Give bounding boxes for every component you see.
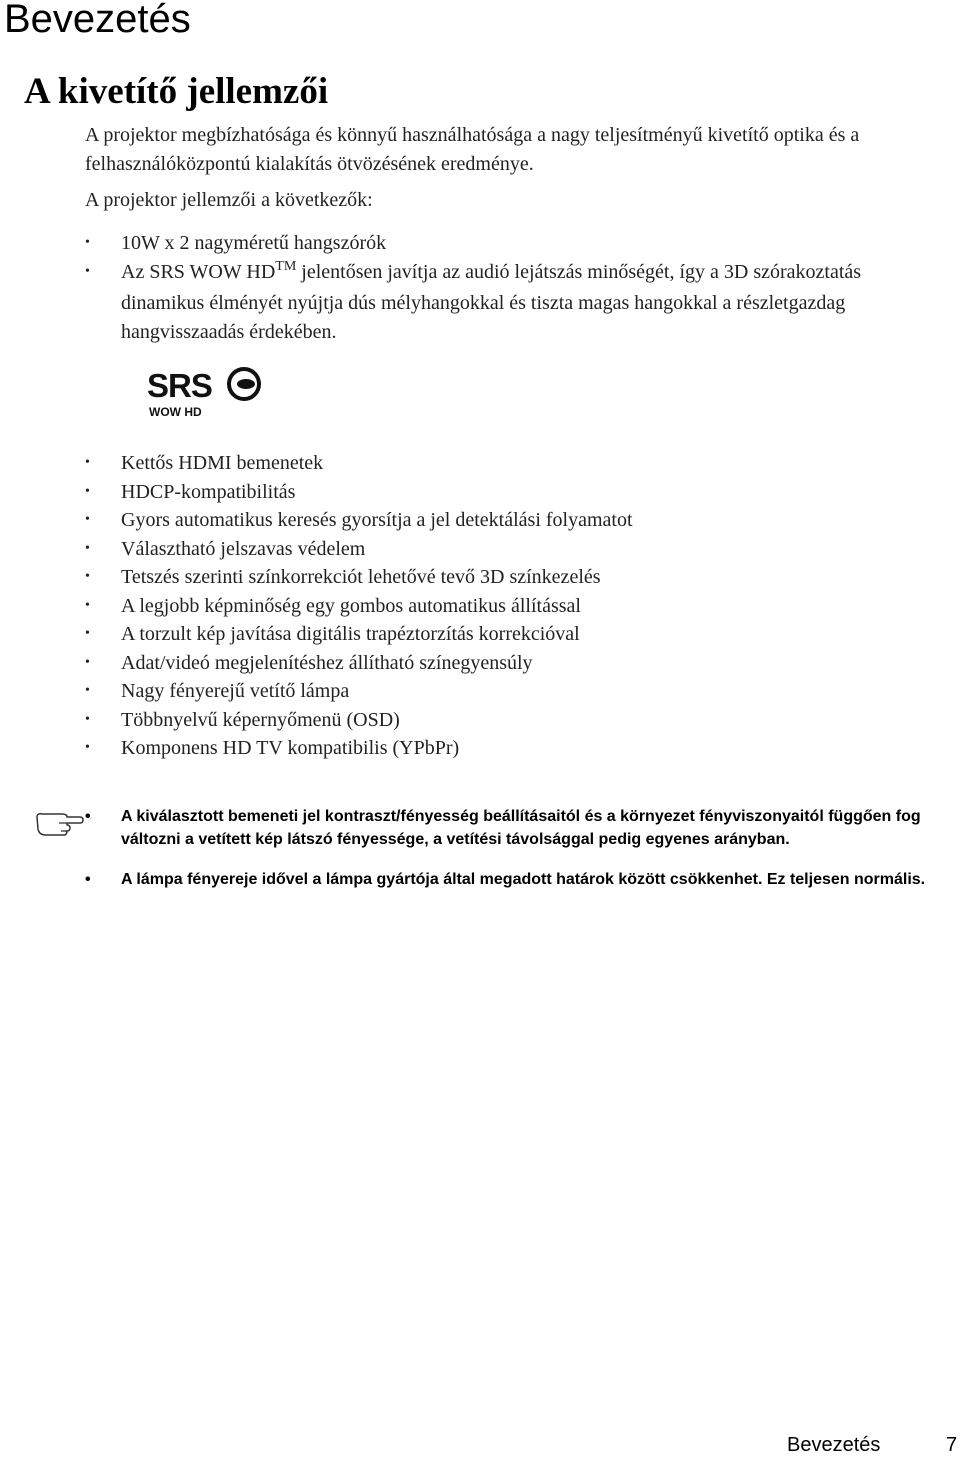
bullet: • (85, 597, 90, 613)
srs-text-after: jelentősen javítja az audió lejátszás minőségét, így a 3D szórakoztatás dinamikus élményét nyújtja dús mélyhangokkal és tiszta magas hangokkal a részletgazdag hangvisszaadás érdekében. (121, 260, 862, 343)
srs-wow-hd-logo (145, 366, 269, 422)
bullet: • (85, 540, 90, 556)
feature-text: Választható jelszavas védelem (121, 537, 366, 560)
bullet: • (85, 455, 90, 470)
srs-logo-icon (145, 366, 269, 422)
bullet: • (85, 740, 90, 755)
trademark-sup: TM (275, 258, 297, 274)
feature-text: HDCP-kompatibilitás (121, 480, 296, 503)
list-item (85, 506, 945, 535)
list-item (85, 706, 945, 735)
bullet: • (85, 626, 90, 641)
page-number: 7 (946, 1434, 958, 1456)
bullet: • (85, 235, 90, 250)
bullet: • (85, 711, 90, 727)
bullet: • (85, 512, 90, 527)
feature-text: 10W x 2 nagyméretű hangszórók (121, 232, 387, 254)
footer-section-label: Bevezetés (787, 1434, 881, 1456)
list-item (85, 649, 945, 678)
list-item (85, 677, 945, 706)
list-item (85, 229, 945, 258)
wow-hd-text: WOW HD (149, 405, 202, 419)
note-item (85, 806, 930, 851)
feature-text: Komponens HD TV kompatibilis (YPbPr) (121, 737, 460, 759)
note-text: A kiválasztott bemeneti jel kontraszt/fényesség beállításaitól és a környezet fényviszonyaitól függően fog változni a vetített kép látszó fényessége, a vetítési távolsággal pedig egyenes arányban. (121, 808, 921, 848)
feature-text: A legjobb képminőség egy gombos automatikus állítással (121, 594, 581, 617)
bullet: • (85, 569, 90, 584)
list-item (85, 592, 945, 621)
bullet: • (85, 683, 90, 698)
list-item (85, 620, 945, 649)
chapter-title: Bevezetés (4, 0, 191, 41)
pointing-hand-icon (34, 807, 84, 837)
bullet: • (85, 263, 90, 279)
intro-paragraph: A projektor megbízhatósága és könnyű használhatósága a nagy teljesítményű kivetítő optika és a felhasználóközpontú kialakítás ötvözésének eredménye. (85, 124, 860, 175)
feature-text: A torzult kép javítása digitális trapéztorzítás korrekcióval (121, 623, 580, 645)
note-item (85, 869, 930, 892)
feature-text: Tetszés szerinti színkorrekciót lehetővé tevő 3D színkezelés (121, 566, 601, 588)
note-text: A lámpa fényereje idővel a lámpa gyártója által megadott határok között csökkenhet. Ez teljesen normális. (121, 871, 926, 888)
bullet: • (85, 871, 91, 888)
section-title: A kivetítő jellemzői (24, 71, 329, 112)
features-list-bottom (85, 449, 945, 763)
feature-text: Nagy fényerejű vetítő lámpa (121, 680, 350, 702)
notes-list (85, 806, 930, 892)
list-item (85, 449, 945, 478)
bullet: • (85, 483, 90, 499)
feature-text: Gyors automatikus keresés gyorsítja a jel detektálási folyamatot (121, 509, 633, 531)
features-lead: A projektor jellemzői a következők: (85, 189, 373, 211)
list-item (85, 535, 945, 564)
bullet: • (85, 654, 90, 670)
list-item (85, 734, 945, 763)
feature-text: Adat/videó megjelenítéshez állítható színegyensúly (121, 651, 533, 674)
feature-text: Többnyelvű képernyőmenü (OSD) (121, 708, 400, 731)
list-item (85, 563, 945, 592)
features-list-top (85, 229, 945, 346)
list-item-srs (85, 258, 945, 347)
feature-text: Kettős HDMI bemenetek (121, 452, 324, 474)
srs-text-before: Az SRS WOW HD (121, 260, 276, 283)
list-item (85, 478, 945, 507)
bullet: • (85, 808, 91, 825)
srs-logo-text: SRS (147, 367, 212, 404)
